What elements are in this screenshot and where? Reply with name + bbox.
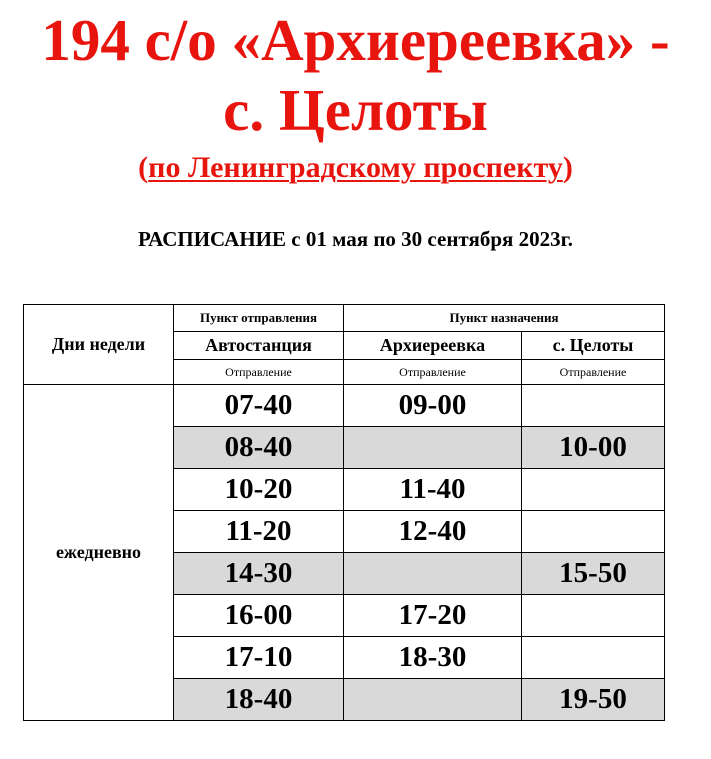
time-tseloty: 19-50 bbox=[522, 679, 665, 721]
time-tseloty: 10-00 bbox=[522, 427, 665, 469]
time-tseloty bbox=[522, 595, 665, 637]
destination-point-header: Пункт назначения bbox=[344, 305, 665, 332]
time-tseloty bbox=[522, 469, 665, 511]
route-note-close-paren: ) bbox=[562, 151, 573, 184]
schedule-table bbox=[23, 304, 665, 721]
time-avtostantsiya: 18-40 bbox=[174, 679, 344, 721]
column-label-departure: Отправление bbox=[522, 360, 665, 385]
stop-avtostantsiya: Автостанция bbox=[174, 332, 344, 360]
days-header: Дни недели bbox=[24, 305, 174, 385]
time-arkhiereevka bbox=[344, 427, 522, 469]
time-avtostantsiya: 07-40 bbox=[174, 385, 344, 427]
stop-tseloty: с. Целоты bbox=[522, 332, 665, 360]
route-note bbox=[0, 150, 711, 186]
column-label-departure: Отправление bbox=[344, 360, 522, 385]
time-tseloty bbox=[522, 511, 665, 553]
time-avtostantsiya: 08-40 bbox=[174, 427, 344, 469]
time-arkhiereevka bbox=[344, 679, 522, 721]
time-avtostantsiya: 17-10 bbox=[174, 637, 344, 679]
schedule-period: РАСПИСАНИЕ с 01 мая по 30 сентября 2023г. bbox=[137, 227, 574, 251]
time-arkhiereevka: 17-20 bbox=[344, 595, 522, 637]
time-arkhiereevka: 11-40 bbox=[344, 469, 522, 511]
time-avtostantsiya: 11-20 bbox=[174, 511, 344, 553]
days-value: ежедневно bbox=[24, 385, 174, 721]
time-arkhiereevka: 12-40 bbox=[344, 511, 522, 553]
stop-arkhiereevka: Архиереевка bbox=[344, 332, 522, 360]
route-note-open-paren: ( bbox=[138, 151, 149, 184]
route-title: 194 с/о «Архиереевка» - bbox=[41, 7, 670, 73]
time-avtostantsiya: 14-30 bbox=[174, 553, 344, 595]
time-tseloty bbox=[522, 385, 665, 427]
time-arkhiereevka: 09-00 bbox=[344, 385, 522, 427]
time-avtostantsiya: 16-00 bbox=[174, 595, 344, 637]
time-tseloty: 15-50 bbox=[522, 553, 665, 595]
time-tseloty bbox=[522, 637, 665, 679]
time-arkhiereevka: 18-30 bbox=[344, 637, 522, 679]
route-title-destination: с. Целоты bbox=[223, 77, 488, 143]
column-label-departure: Отправление bbox=[174, 360, 344, 385]
route-note-text: по Ленинградскому проспекту bbox=[148, 151, 563, 184]
time-arkhiereevka bbox=[344, 553, 522, 595]
departure-point-header: Пункт отправления bbox=[174, 305, 344, 332]
time-avtostantsiya: 10-20 bbox=[174, 469, 344, 511]
schedule-row bbox=[24, 385, 665, 427]
